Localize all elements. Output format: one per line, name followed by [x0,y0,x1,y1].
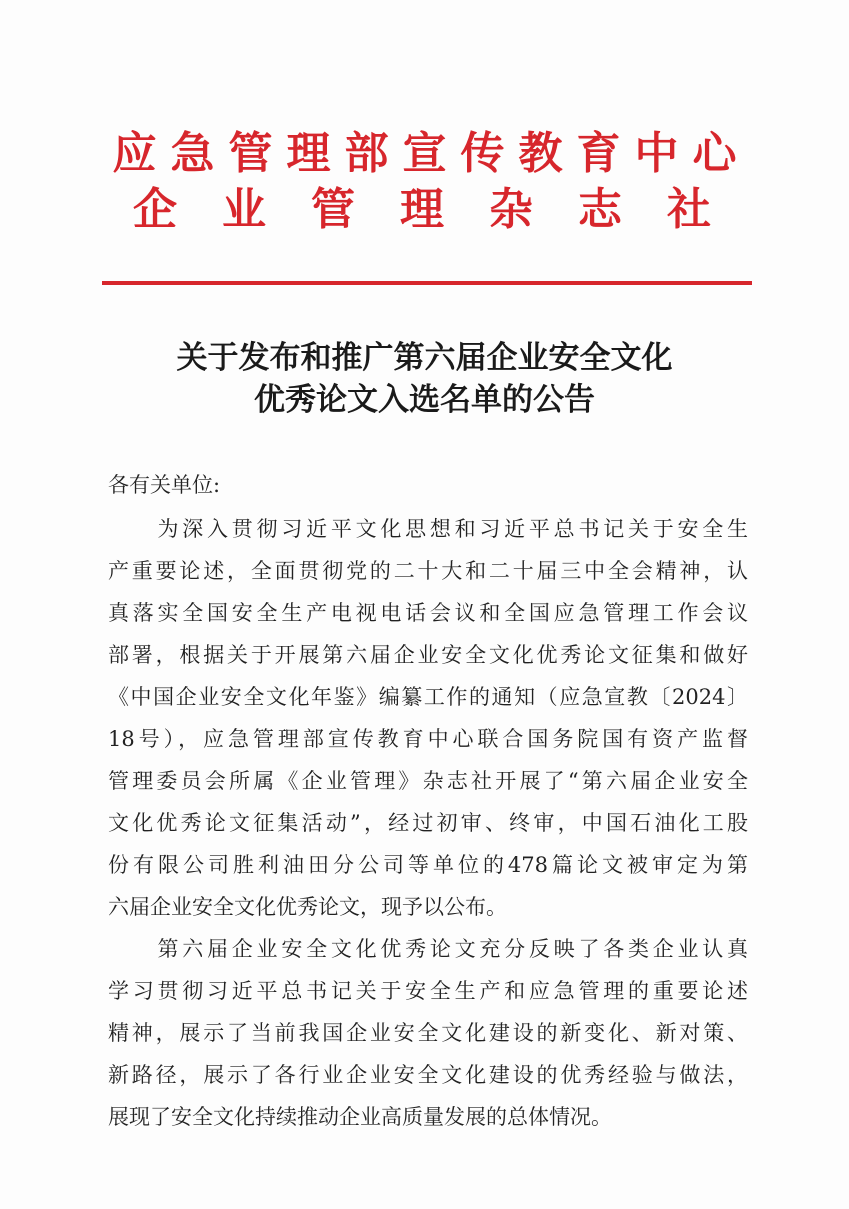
red-header-rule [102,281,752,285]
masthead-line-2: 企业管理杂志社 [133,184,756,235]
paragraph-line: 产重要论述，全面贯彻党的二十大和二十届三中全会精神，认 [108,559,748,583]
paragraph-line: 展现了安全文化持续推动企业高质量发展的总体情况。 [108,1105,612,1129]
paragraph-line: 文化优秀论文征集活动”，经过初审、终审，中国石油化工股 [108,811,748,835]
paragraph-line: 学习贯彻习近平总书记关于安全生产和应急管理的重要论述 [108,979,748,1003]
paragraph-line: 18号），应急管理部宣传教育中心联合国务院国有资产监督 [108,727,748,751]
notice-title-line-2: 优秀论文入选名单的公告 [254,382,595,418]
paragraph-line: 精神，展示了当前我国企业安全文化建设的新变化、新对策、 [108,1021,748,1045]
paragraph-line: 真落实全国安全生产电视电话会议和全国应急管理工作会议 [108,601,748,625]
notice-title-line-1: 关于发布和推广第六届企业安全文化 [176,340,673,376]
paragraph-line: 部署，根据关于开展第六届企业安全文化优秀论文征集和做好 [108,643,748,667]
salutation: 各有关单位: [108,473,221,497]
paragraph-line: 新路径，展示了各行业企业安全文化建设的优秀经验与做法， [108,1063,748,1087]
paragraph-line: 第六届企业安全文化优秀论文充分反映了各类企业认真 [108,937,748,961]
paragraph-line: 管理委员会所属《企业管理》杂志社开展了“第六届企业安全 [108,769,748,793]
paragraph-line: 《中国企业安全文化年鉴》编纂工作的通知（应急宣教〔2024〕 [108,685,748,709]
masthead-line-1: 应急管理部宣传教育中心 [112,128,751,179]
body-paragraph-2 [108,928,748,1138]
paragraph-line: 份有限公司胜利油田分公司等单位的478篇论文被审定为第 [108,853,748,877]
paragraph-line: 为深入贯彻习近平文化思想和习近平总书记关于安全生 [108,517,748,541]
body-paragraph-1 [108,508,748,928]
paragraph-line: 六届企业安全文化优秀论文，现予以公布。 [108,895,507,919]
